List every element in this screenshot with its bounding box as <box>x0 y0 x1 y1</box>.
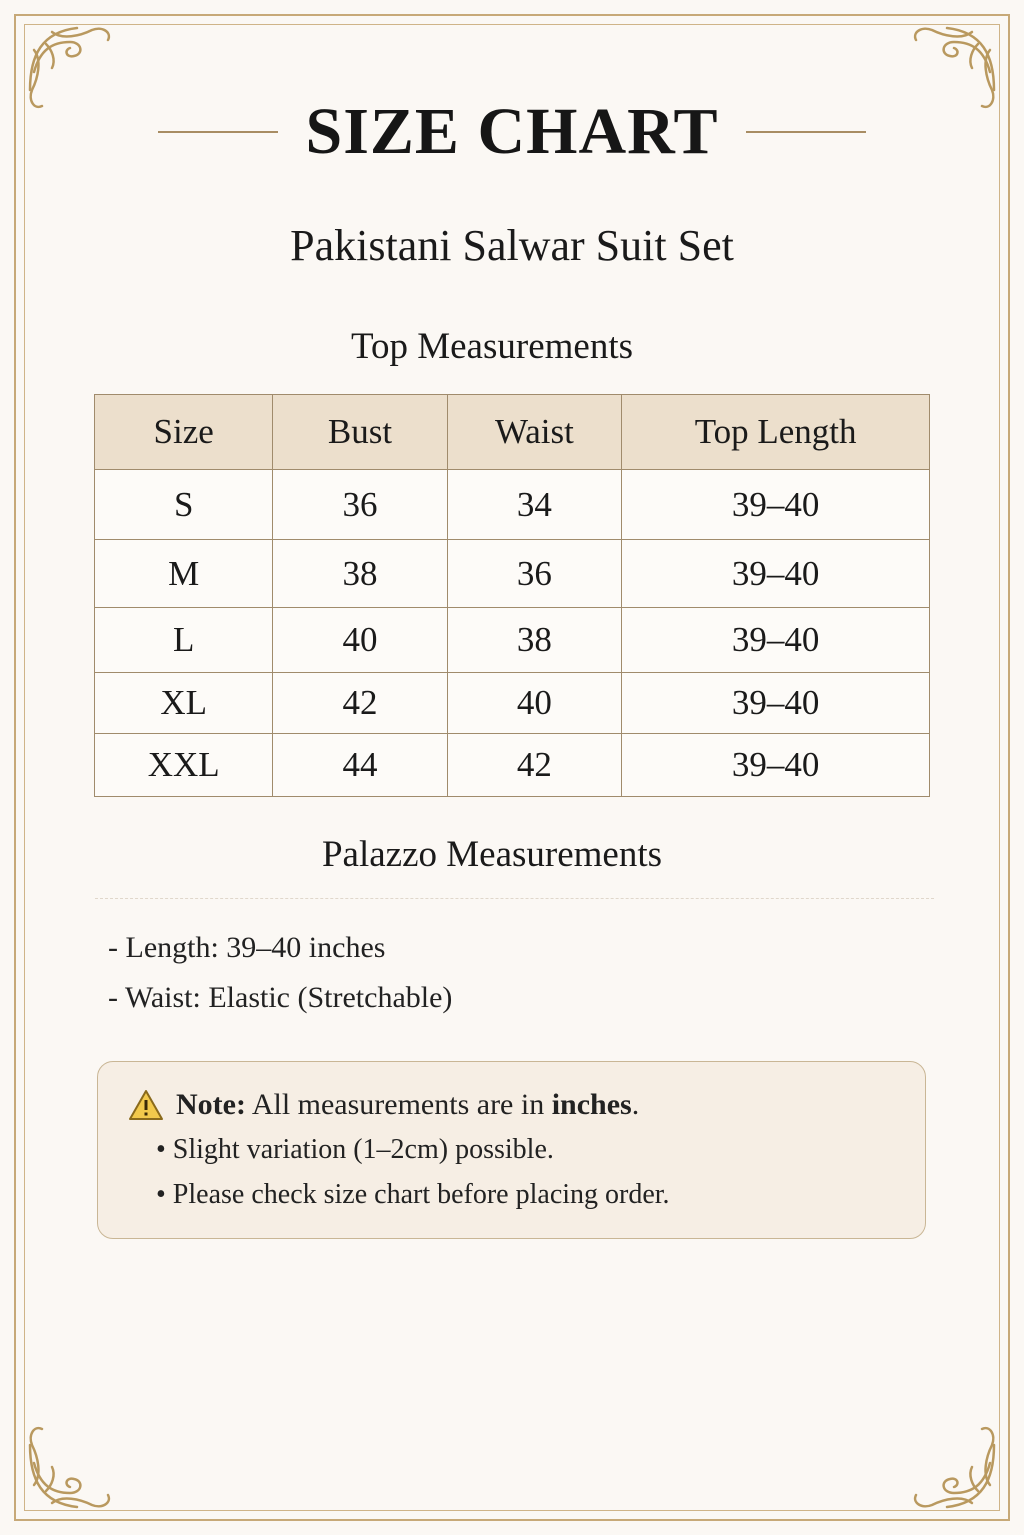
cell-size: L <box>95 608 273 673</box>
table-row <box>95 673 930 734</box>
list-item: - Waist: Elastic (Stretchable) <box>108 981 453 1014</box>
corner-ornament-icon <box>22 1415 122 1515</box>
product-subtitle: Pakistani Salwar Suit Set <box>290 221 734 270</box>
corner-ornament-icon <box>902 1415 1002 1515</box>
table-row <box>95 470 930 540</box>
palazzo-measurements-heading: Palazzo Measurements <box>321 834 663 875</box>
cell-size: M <box>95 540 273 608</box>
note-text-end: . <box>631 1088 640 1121</box>
cell-top-length: 39–40 <box>622 734 930 797</box>
cell-bust: 40 <box>273 608 447 673</box>
note-emphasis: inches <box>551 1088 632 1121</box>
section-divider <box>95 898 934 899</box>
header-size: Size <box>95 395 273 470</box>
note-bullet: • Please check size chart before placing order. <box>156 1179 670 1210</box>
table-row <box>95 540 930 608</box>
header-top-length: Top Length <box>622 395 930 470</box>
note-bullet: • Slight variation (1–2cm) possible. <box>156 1134 554 1165</box>
cell-waist: 38 <box>447 608 622 673</box>
cell-size: S <box>95 470 273 540</box>
cell-size: XL <box>95 673 273 734</box>
cell-top-length: 39–40 <box>622 540 930 608</box>
palazzo-list <box>108 925 452 1025</box>
cell-top-length: 39–40 <box>622 470 930 540</box>
cell-waist: 40 <box>447 673 622 734</box>
cell-waist: 36 <box>447 540 622 608</box>
table-row <box>95 608 930 673</box>
top-measurements-heading: Top Measurements <box>350 326 634 367</box>
cell-bust: 42 <box>273 673 447 734</box>
note-label: Note: <box>176 1088 246 1121</box>
cell-top-length: 39–40 <box>622 673 930 734</box>
cell-size: XXL <box>95 734 273 797</box>
top-measurements-table <box>94 394 930 797</box>
note-text: All measurements are in <box>245 1088 552 1121</box>
cell-bust: 44 <box>273 734 447 797</box>
table-header-row <box>95 395 930 470</box>
note-line <box>128 1088 639 1122</box>
table-row <box>95 734 930 797</box>
header-waist: Waist <box>447 395 622 470</box>
page-title: SIZE CHART <box>305 95 719 168</box>
cell-top-length: 39–40 <box>622 608 930 673</box>
title-divider-right <box>746 131 866 133</box>
header-bust: Bust <box>273 395 447 470</box>
warning-icon <box>128 1089 164 1121</box>
list-item: - Length: 39–40 inches <box>108 931 386 964</box>
title-row <box>0 92 1024 172</box>
cell-waist: 42 <box>447 734 622 797</box>
cell-waist: 34 <box>447 470 622 540</box>
cell-bust: 36 <box>273 470 447 540</box>
cell-bust: 38 <box>273 540 447 608</box>
note-box <box>97 1061 926 1239</box>
title-divider-left <box>158 131 278 133</box>
